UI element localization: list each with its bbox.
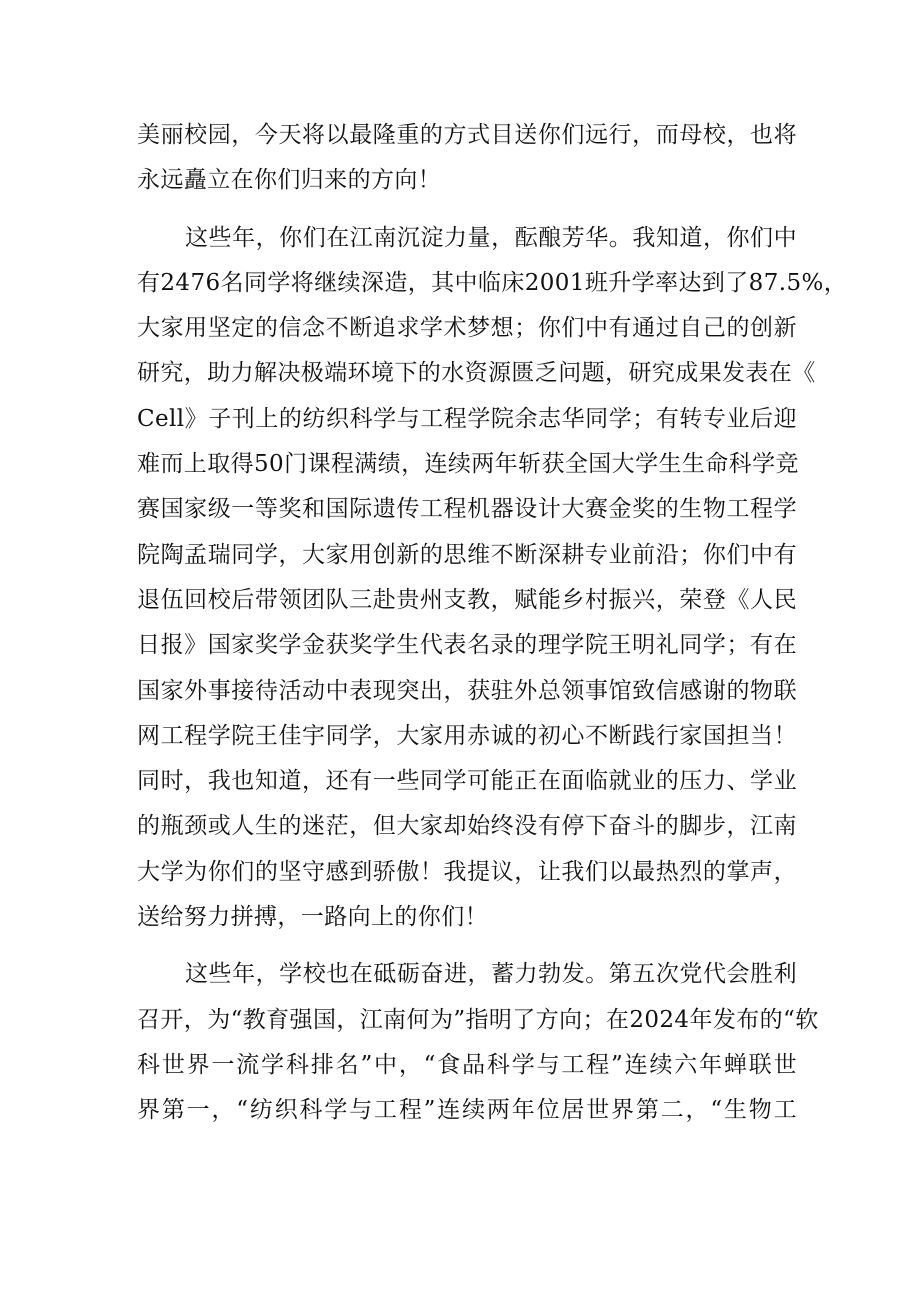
text-line: 召开，为“教育强国，江南何为”指明了方向；在2024年发布的“软 bbox=[137, 1006, 819, 1033]
text-line: 界第一，“纺织科学与工程”连续两年位居世界第二，“生物工 bbox=[137, 1097, 797, 1124]
text-line: 大学为你们的坚守感到骄傲！我提议，让我们以最热烈的掌声， bbox=[137, 858, 797, 885]
paragraph-2 bbox=[137, 216, 848, 941]
text-line: 日报》国家奖学金获奖学生代表名录的理学院王明礼同学；有在 bbox=[137, 632, 797, 659]
text-line: 退伍回校后带领团队三赴贵州支教，赋能乡村振兴，荣登《人民 bbox=[137, 586, 797, 613]
text-line: 赛国家级一等奖和国际遗传工程机器设计大赛金奖的生物工程学 bbox=[137, 496, 797, 523]
text-line: 这些年，你们在江南沉淀力量，酝酿芳华。我知道，你们中 bbox=[185, 224, 797, 251]
text-line: 研究，助力解决极端环境下的水资源匮乏问题，研究成果发表在《 bbox=[137, 360, 816, 387]
text-line: 的瓶颈或人生的迷茫，但大家却始终没有停下奋斗的脚步，江南 bbox=[137, 813, 797, 840]
text-line: 网工程学院王佳宇同学，大家用赤诚的初心不断践行家国担当！ bbox=[137, 722, 797, 749]
text-line: 永远矗立在你们归来的方向！ bbox=[137, 167, 442, 194]
speech-text bbox=[137, 113, 848, 1134]
text-line: 有2476名同学将继续深造，其中临床2001班升学率达到了87.5%， bbox=[137, 269, 848, 296]
text-line: 难而上取得50门课程满绩，连续两年斩获全国大学生生命科学竞 bbox=[137, 451, 799, 478]
text-line: 科世界一流学科排名”中，“食品科学与工程”连续六年蝉联世 bbox=[137, 1051, 797, 1078]
text-line: 大家用坚定的信念不断追求学术梦想；你们中有通过自己的创新 bbox=[137, 315, 797, 342]
text-line: 美丽校园，今天将以最隆重的方式目送你们远行，而母校，也将 bbox=[137, 122, 797, 148]
text-line: Cell》子刊上的纺织科学与工程学院余志华同学；有转专业后迎 bbox=[137, 405, 797, 432]
paragraph-1 bbox=[137, 113, 797, 204]
text-line: 这些年，学校也在砥砺奋进，蓄力勃发。第五次党代会胜利 bbox=[185, 961, 797, 988]
paragraph-3 bbox=[137, 952, 819, 1133]
text-line: 送给努力拼搏，一路向上的你们！ bbox=[137, 904, 488, 931]
text-line: 院陶孟瑞同学，大家用创新的思维不断深耕专业前沿；你们中有 bbox=[137, 541, 797, 568]
text-line: 国家外事接待活动中表现突出，获驻外总领事馆致信感谢的物联 bbox=[137, 677, 797, 704]
text-line: 同时，我也知道，还有一些同学可能正在面临就业的压力、学业 bbox=[137, 768, 797, 795]
